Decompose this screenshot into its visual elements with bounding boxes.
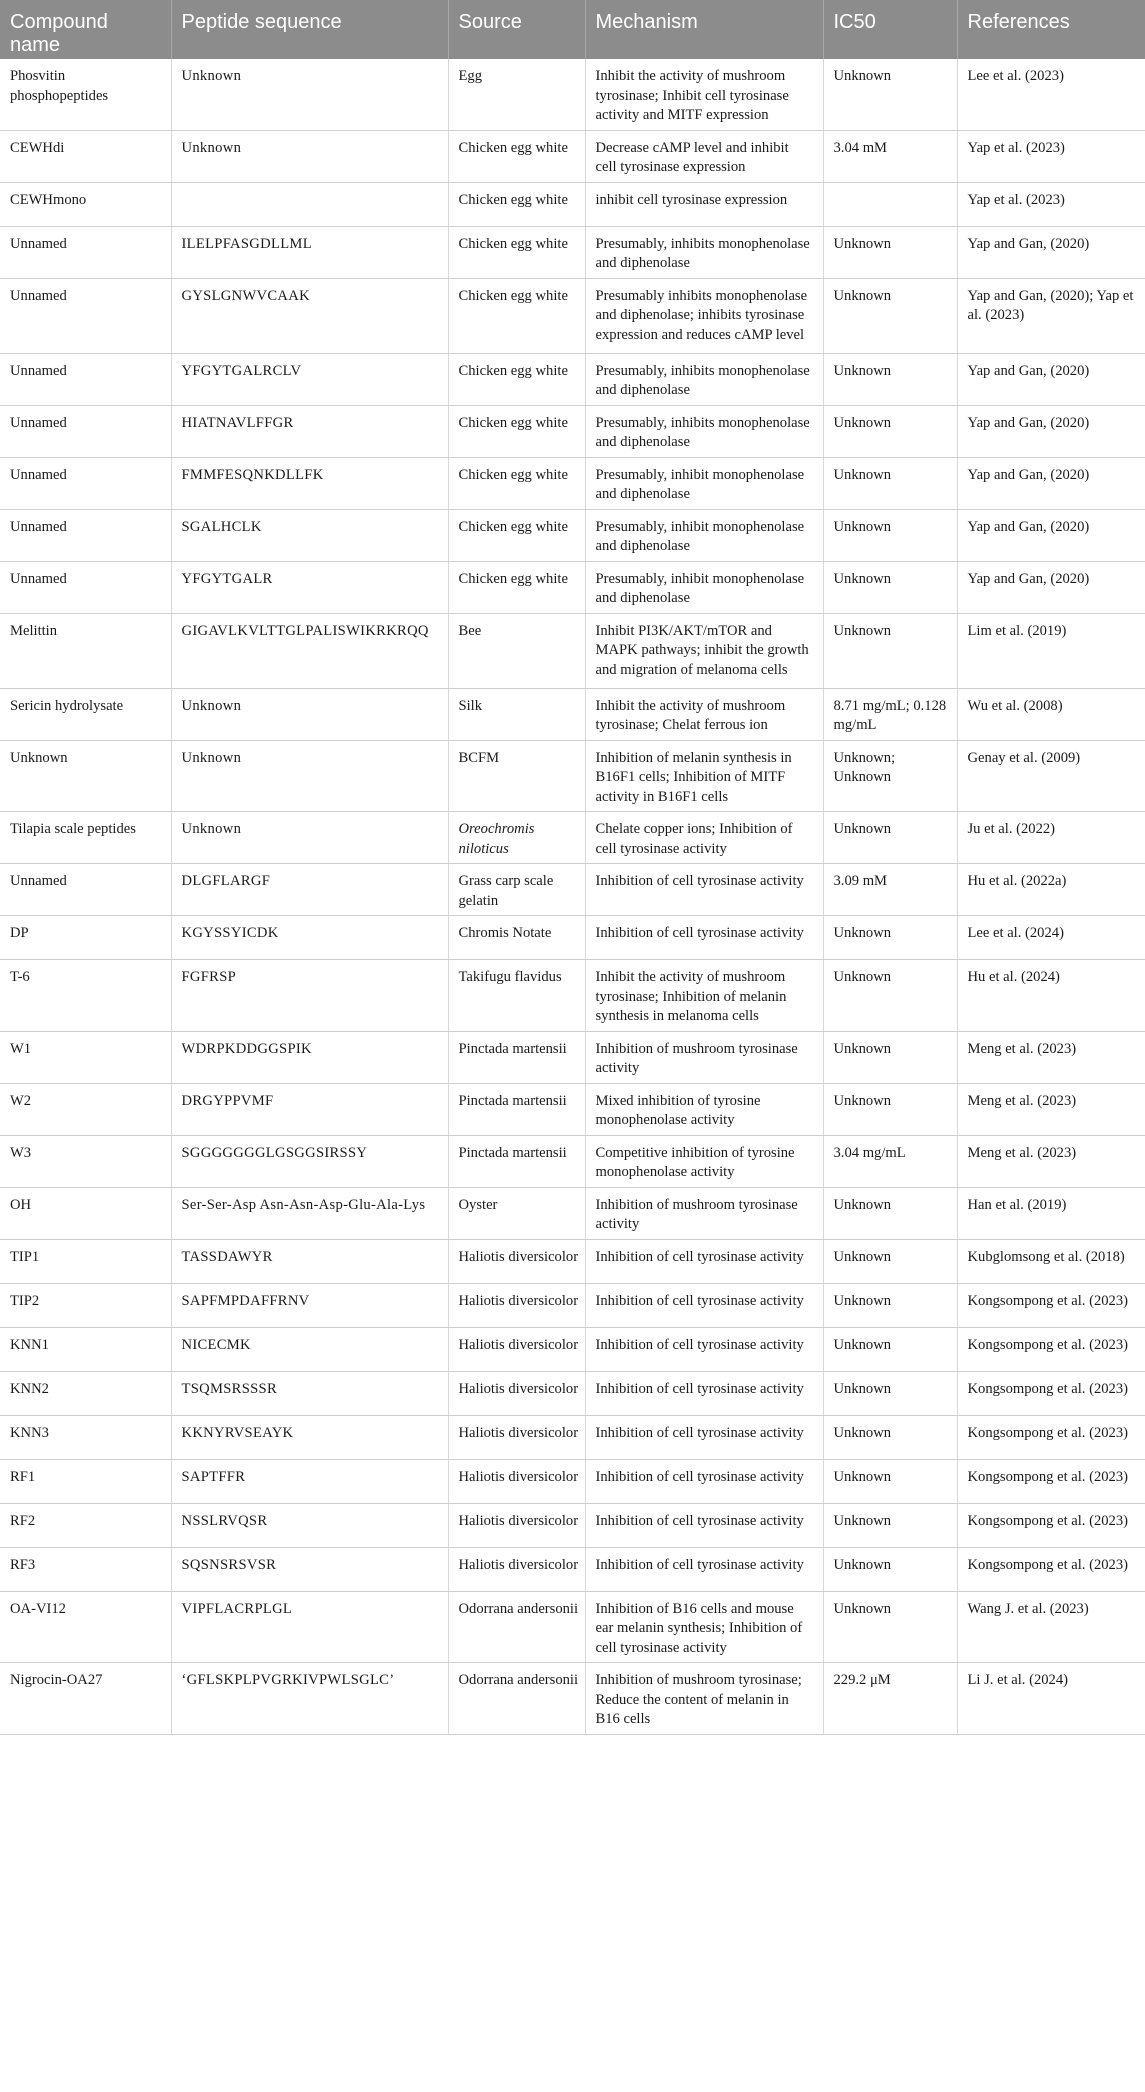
header-ic50: IC50 (823, 0, 957, 59)
cell-source: Silk (448, 688, 585, 740)
cell-ic50: Unknown (823, 812, 957, 864)
table-row (0, 59, 1145, 130)
cell-ic50: Unknown (823, 405, 957, 457)
table-row (0, 916, 1145, 960)
cell-compound-name: CEWHmono (0, 182, 171, 226)
cell-source: Chicken egg white (448, 226, 585, 278)
table-row (0, 278, 1145, 353)
cell-peptide-sequence: Unknown (171, 59, 448, 130)
cell-compound-name: Unnamed (0, 864, 171, 916)
cell-ic50: 3.09 mM (823, 864, 957, 916)
cell-source: Haliotis diversicolor (448, 1371, 585, 1415)
cell-mechanism: Presumably, inhibits monophenolase and diphenolase (585, 353, 823, 405)
table-row (0, 182, 1145, 226)
table-row (0, 740, 1145, 812)
table-row (0, 1327, 1145, 1371)
cell-ic50: Unknown (823, 1283, 957, 1327)
cell-ic50: Unknown (823, 1187, 957, 1239)
table-body (0, 59, 1145, 1734)
table-row (0, 1415, 1145, 1459)
table-row (0, 1547, 1145, 1591)
cell-ic50: Unknown; Unknown (823, 740, 957, 812)
cell-source: Pinctada martensii (448, 1083, 585, 1135)
cell-source: Haliotis diversicolor (448, 1239, 585, 1283)
cell-compound-name: Unnamed (0, 405, 171, 457)
cell-peptide-sequence: ‘GFLSKPLPVGRKIVPWLSGLC’ (171, 1663, 448, 1735)
table-row (0, 1459, 1145, 1503)
cell-mechanism: Inhibition of cell tyrosinase activity (585, 1283, 823, 1327)
table-row (0, 561, 1145, 613)
cell-peptide-sequence: SAPTFFR (171, 1459, 448, 1503)
cell-references: Li J. et al. (2024) (957, 1663, 1145, 1735)
table-row (0, 353, 1145, 405)
table-header (0, 0, 1145, 59)
cell-mechanism: Presumably, inhibits monophenolase and diphenolase (585, 405, 823, 457)
cell-ic50: Unknown (823, 1371, 957, 1415)
table-row (0, 812, 1145, 864)
cell-source: Chicken egg white (448, 182, 585, 226)
cell-source: Chicken egg white (448, 561, 585, 613)
cell-mechanism: Mixed inhibition of tyrosine monophenolase activity (585, 1083, 823, 1135)
cell-mechanism: Decrease cAMP level and inhibit cell tyrosinase expression (585, 130, 823, 182)
cell-compound-name: KNN3 (0, 1415, 171, 1459)
cell-source: Chicken egg white (448, 509, 585, 561)
cell-peptide-sequence: DLGFLARGF (171, 864, 448, 916)
cell-references: Hu et al. (2024) (957, 960, 1145, 1032)
cell-compound-name: KNN2 (0, 1371, 171, 1415)
cell-peptide-sequence: HIATNAVLFFGR (171, 405, 448, 457)
cell-ic50: Unknown (823, 613, 957, 688)
cell-peptide-sequence: KGYSSYICDK (171, 916, 448, 960)
cell-ic50: Unknown (823, 226, 957, 278)
cell-compound-name: W2 (0, 1083, 171, 1135)
cell-source: Chicken egg white (448, 130, 585, 182)
cell-peptide-sequence: Unknown (171, 740, 448, 812)
cell-references: Han et al. (2019) (957, 1187, 1145, 1239)
cell-ic50: Unknown (823, 561, 957, 613)
cell-peptide-sequence: WDRPKDDGGSPIK (171, 1031, 448, 1083)
cell-peptide-sequence: SQSNSRSVSR (171, 1547, 448, 1591)
cell-peptide-sequence: TASSDAWYR (171, 1239, 448, 1283)
cell-compound-name: OA-VI12 (0, 1591, 171, 1663)
cell-references: Yap and Gan, (2020) (957, 561, 1145, 613)
cell-mechanism: Inhibition of cell tyrosinase activity (585, 1459, 823, 1503)
cell-source: Haliotis diversicolor (448, 1327, 585, 1371)
cell-compound-name: TIP2 (0, 1283, 171, 1327)
table-row (0, 226, 1145, 278)
cell-references: Lim et al. (2019) (957, 613, 1145, 688)
cell-ic50: 8.71 mg/mL; 0.128 mg/mL (823, 688, 957, 740)
cell-source: Haliotis diversicolor (448, 1459, 585, 1503)
cell-references: Yap and Gan, (2020) (957, 405, 1145, 457)
cell-peptide-sequence: TSQMSRSSSR (171, 1371, 448, 1415)
cell-peptide-sequence: YFGYTGALR (171, 561, 448, 613)
cell-peptide-sequence: GIGAVLKVLTTGLPALISWIKRKRQQ (171, 613, 448, 688)
table-row (0, 1031, 1145, 1083)
cell-compound-name: RF1 (0, 1459, 171, 1503)
cell-peptide-sequence: SAPFMPDAFFRNV (171, 1283, 448, 1327)
cell-source: Chromis Notate (448, 916, 585, 960)
cell-mechanism: Inhibition of cell tyrosinase activity (585, 1239, 823, 1283)
cell-ic50: 3.04 mM (823, 130, 957, 182)
table-row (0, 1503, 1145, 1547)
cell-mechanism: Inhibit the activity of mushroom tyrosinase; Chelat ferrous ion (585, 688, 823, 740)
cell-compound-name: RF3 (0, 1547, 171, 1591)
cell-compound-name: Unnamed (0, 457, 171, 509)
cell-source: Pinctada martensii (448, 1135, 585, 1187)
cell-mechanism: Presumably, inhibit monophenolase and diphenolase (585, 457, 823, 509)
cell-references: Kubglomsong et al. (2018) (957, 1239, 1145, 1283)
table-row (0, 405, 1145, 457)
cell-source: Haliotis diversicolor (448, 1503, 585, 1547)
cell-mechanism: Inhibit the activity of mushroom tyrosinase; Inhibition of melanin synthesis in melanoma cells (585, 960, 823, 1032)
cell-compound-name: Unnamed (0, 278, 171, 353)
cell-ic50: Unknown (823, 509, 957, 561)
cell-ic50: Unknown (823, 1459, 957, 1503)
table-row (0, 613, 1145, 688)
cell-peptide-sequence: YFGYTGALRCLV (171, 353, 448, 405)
table-row (0, 509, 1145, 561)
cell-peptide-sequence (171, 182, 448, 226)
header-compound-name: Compound name (0, 0, 171, 59)
cell-references: Yap et al. (2023) (957, 182, 1145, 226)
cell-ic50: 3.04 mg/mL (823, 1135, 957, 1187)
cell-ic50: 229.2 μM (823, 1663, 957, 1735)
cell-source: Odorrana andersonii (448, 1591, 585, 1663)
header-peptide-sequence: Peptide sequence (171, 0, 448, 59)
cell-references: Lee et al. (2024) (957, 916, 1145, 960)
cell-peptide-sequence: VIPFLACRPLGL (171, 1591, 448, 1663)
cell-source: Chicken egg white (448, 278, 585, 353)
cell-peptide-sequence: NICECMK (171, 1327, 448, 1371)
cell-references: Kongsompong et al. (2023) (957, 1547, 1145, 1591)
cell-peptide-sequence: DRGYPPVMF (171, 1083, 448, 1135)
cell-peptide-sequence: ILELPFASGDLLML (171, 226, 448, 278)
cell-compound-name: Unnamed (0, 226, 171, 278)
cell-references: Lee et al. (2023) (957, 59, 1145, 130)
cell-source: Haliotis diversicolor (448, 1283, 585, 1327)
cell-compound-name: Tilapia scale peptides (0, 812, 171, 864)
cell-peptide-sequence: SGGGGGGGLGSGGSIRSSY (171, 1135, 448, 1187)
cell-references: Kongsompong et al. (2023) (957, 1371, 1145, 1415)
cell-ic50: Unknown (823, 1031, 957, 1083)
cell-peptide-sequence: Unknown (171, 812, 448, 864)
cell-compound-name: Unnamed (0, 509, 171, 561)
cell-mechanism: Presumably, inhibit monophenolase and diphenolase (585, 561, 823, 613)
cell-compound-name: Sericin hydrolysate (0, 688, 171, 740)
cell-compound-name: TIP1 (0, 1239, 171, 1283)
cell-source: Odorrana andersonii (448, 1663, 585, 1735)
cell-references: Kongsompong et al. (2023) (957, 1503, 1145, 1547)
cell-source: Egg (448, 59, 585, 130)
cell-source: Chicken egg white (448, 353, 585, 405)
cell-mechanism: Inhibition of mushroom tyrosinase; Reduce the content of melanin in B16 cells (585, 1663, 823, 1735)
cell-references: Kongsompong et al. (2023) (957, 1327, 1145, 1371)
cell-ic50: Unknown (823, 59, 957, 130)
cell-peptide-sequence: Ser-Ser-Asp Asn-Asn-Asp-Glu-Ala-Lys (171, 1187, 448, 1239)
cell-references: Ju et al. (2022) (957, 812, 1145, 864)
cell-references: Meng et al. (2023) (957, 1031, 1145, 1083)
cell-ic50: Unknown (823, 1591, 957, 1663)
cell-peptide-sequence: FMMFESQNKDLLFK (171, 457, 448, 509)
cell-compound-name: Unknown (0, 740, 171, 812)
cell-ic50: Unknown (823, 916, 957, 960)
table-row (0, 457, 1145, 509)
cell-references: Hu et al. (2022a) (957, 864, 1145, 916)
cell-compound-name: T-6 (0, 960, 171, 1032)
header-mechanism: Mechanism (585, 0, 823, 59)
cell-compound-name: RF2 (0, 1503, 171, 1547)
table-row (0, 960, 1145, 1032)
cell-mechanism: Competitive inhibition of tyrosine monophenolase activity (585, 1135, 823, 1187)
cell-ic50: Unknown (823, 457, 957, 509)
header-row (0, 0, 1145, 59)
cell-mechanism: Inhibition of mushroom tyrosinase activity (585, 1031, 823, 1083)
cell-references: Yap and Gan, (2020) (957, 457, 1145, 509)
cell-ic50 (823, 182, 957, 226)
cell-mechanism: Inhibition of cell tyrosinase activity (585, 1415, 823, 1459)
cell-compound-name: OH (0, 1187, 171, 1239)
cell-mechanism: Inhibition of cell tyrosinase activity (585, 1547, 823, 1591)
cell-ic50: Unknown (823, 353, 957, 405)
cell-references: Yap and Gan, (2020); Yap et al. (2023) (957, 278, 1145, 353)
cell-peptide-sequence: KKNYRVSEAYK (171, 1415, 448, 1459)
cell-mechanism: Inhibit the activity of mushroom tyrosinase; Inhibit cell tyrosinase activity and MITF expression (585, 59, 823, 130)
cell-ic50: Unknown (823, 1547, 957, 1591)
cell-compound-name: W1 (0, 1031, 171, 1083)
cell-compound-name: Unnamed (0, 561, 171, 613)
cell-source: Takifugu flavidus (448, 960, 585, 1032)
table-row (0, 1083, 1145, 1135)
header-source: Source (448, 0, 585, 59)
cell-source: Grass carp scale gelatin (448, 864, 585, 916)
cell-ic50: Unknown (823, 1239, 957, 1283)
cell-source: Haliotis diversicolor (448, 1547, 585, 1591)
cell-ic50: Unknown (823, 1083, 957, 1135)
table-row (0, 1187, 1145, 1239)
cell-compound-name: DP (0, 916, 171, 960)
cell-compound-name: W3 (0, 1135, 171, 1187)
cell-references: Yap et al. (2023) (957, 130, 1145, 182)
cell-mechanism: Presumably, inhibits monophenolase and diphenolase (585, 226, 823, 278)
header-references: References (957, 0, 1145, 59)
table-row (0, 1283, 1145, 1327)
cell-ic50: Unknown (823, 278, 957, 353)
cell-source: Chicken egg white (448, 457, 585, 509)
cell-source: Oreochromis niloticus (448, 812, 585, 864)
cell-compound-name: Melittin (0, 613, 171, 688)
cell-references: Genay et al. (2009) (957, 740, 1145, 812)
cell-ic50: Unknown (823, 1503, 957, 1547)
table-row (0, 864, 1145, 916)
cell-references: Meng et al. (2023) (957, 1083, 1145, 1135)
cell-source: Bee (448, 613, 585, 688)
cell-source: BCFM (448, 740, 585, 812)
cell-references: Yap and Gan, (2020) (957, 509, 1145, 561)
cell-compound-name: KNN1 (0, 1327, 171, 1371)
cell-source: Haliotis diversicolor (448, 1415, 585, 1459)
cell-mechanism: Inhibition of cell tyrosinase activity (585, 1371, 823, 1415)
table-row (0, 130, 1145, 182)
cell-compound-name: Phosvitin phosphopeptides (0, 59, 171, 130)
cell-references: Kongsompong et al. (2023) (957, 1459, 1145, 1503)
cell-mechanism: inhibit cell tyrosinase expression (585, 182, 823, 226)
cell-ic50: Unknown (823, 960, 957, 1032)
table-row (0, 1591, 1145, 1663)
table-row (0, 688, 1145, 740)
cell-peptide-sequence: FGFRSP (171, 960, 448, 1032)
cell-compound-name: Nigrocin-OA27 (0, 1663, 171, 1735)
cell-peptide-sequence: GYSLGNWVCAAK (171, 278, 448, 353)
cell-mechanism: Inhibition of mushroom tyrosinase activity (585, 1187, 823, 1239)
cell-references: Wang J. et al. (2023) (957, 1591, 1145, 1663)
cell-source: Pinctada martensii (448, 1031, 585, 1083)
cell-compound-name: Unnamed (0, 353, 171, 405)
cell-compound-name: CEWHdi (0, 130, 171, 182)
cell-mechanism: Inhibition of B16 cells and mouse ear melanin synthesis; Inhibition of cell tyrosinase activity (585, 1591, 823, 1663)
cell-references: Yap and Gan, (2020) (957, 353, 1145, 405)
cell-peptide-sequence: Unknown (171, 130, 448, 182)
cell-mechanism: Inhibition of cell tyrosinase activity (585, 1327, 823, 1371)
cell-references: Wu et al. (2008) (957, 688, 1145, 740)
cell-peptide-sequence: NSSLRVQSR (171, 1503, 448, 1547)
cell-mechanism: Presumably inhibits monophenolase and diphenolase; inhibits tyrosinase expression and reduces cAMP level (585, 278, 823, 353)
cell-mechanism: Inhibition of cell tyrosinase activity (585, 864, 823, 916)
cell-mechanism: Inhibition of melanin synthesis in B16F1 cells; Inhibition of MITF activity in B16F1 cells (585, 740, 823, 812)
cell-mechanism: Inhibition of cell tyrosinase activity (585, 1503, 823, 1547)
cell-mechanism: Inhibition of cell tyrosinase activity (585, 916, 823, 960)
cell-ic50: Unknown (823, 1415, 957, 1459)
cell-references: Kongsompong et al. (2023) (957, 1283, 1145, 1327)
table-row (0, 1239, 1145, 1283)
table-row (0, 1663, 1145, 1735)
cell-peptide-sequence: Unknown (171, 688, 448, 740)
table-row (0, 1371, 1145, 1415)
cell-source: Oyster (448, 1187, 585, 1239)
cell-source: Chicken egg white (448, 405, 585, 457)
cell-mechanism: Presumably, inhibit monophenolase and diphenolase (585, 509, 823, 561)
cell-peptide-sequence: SGALHCLK (171, 509, 448, 561)
cell-references: Yap and Gan, (2020) (957, 226, 1145, 278)
cell-mechanism: Inhibit PI3K/AKT/mTOR and MAPK pathways; inhibit the growth and migration of melanoma cells (585, 613, 823, 688)
cell-ic50: Unknown (823, 1327, 957, 1371)
cell-references: Meng et al. (2023) (957, 1135, 1145, 1187)
cell-mechanism: Chelate copper ions; Inhibition of cell tyrosinase activity (585, 812, 823, 864)
cell-references: Kongsompong et al. (2023) (957, 1415, 1145, 1459)
table-row (0, 1135, 1145, 1187)
